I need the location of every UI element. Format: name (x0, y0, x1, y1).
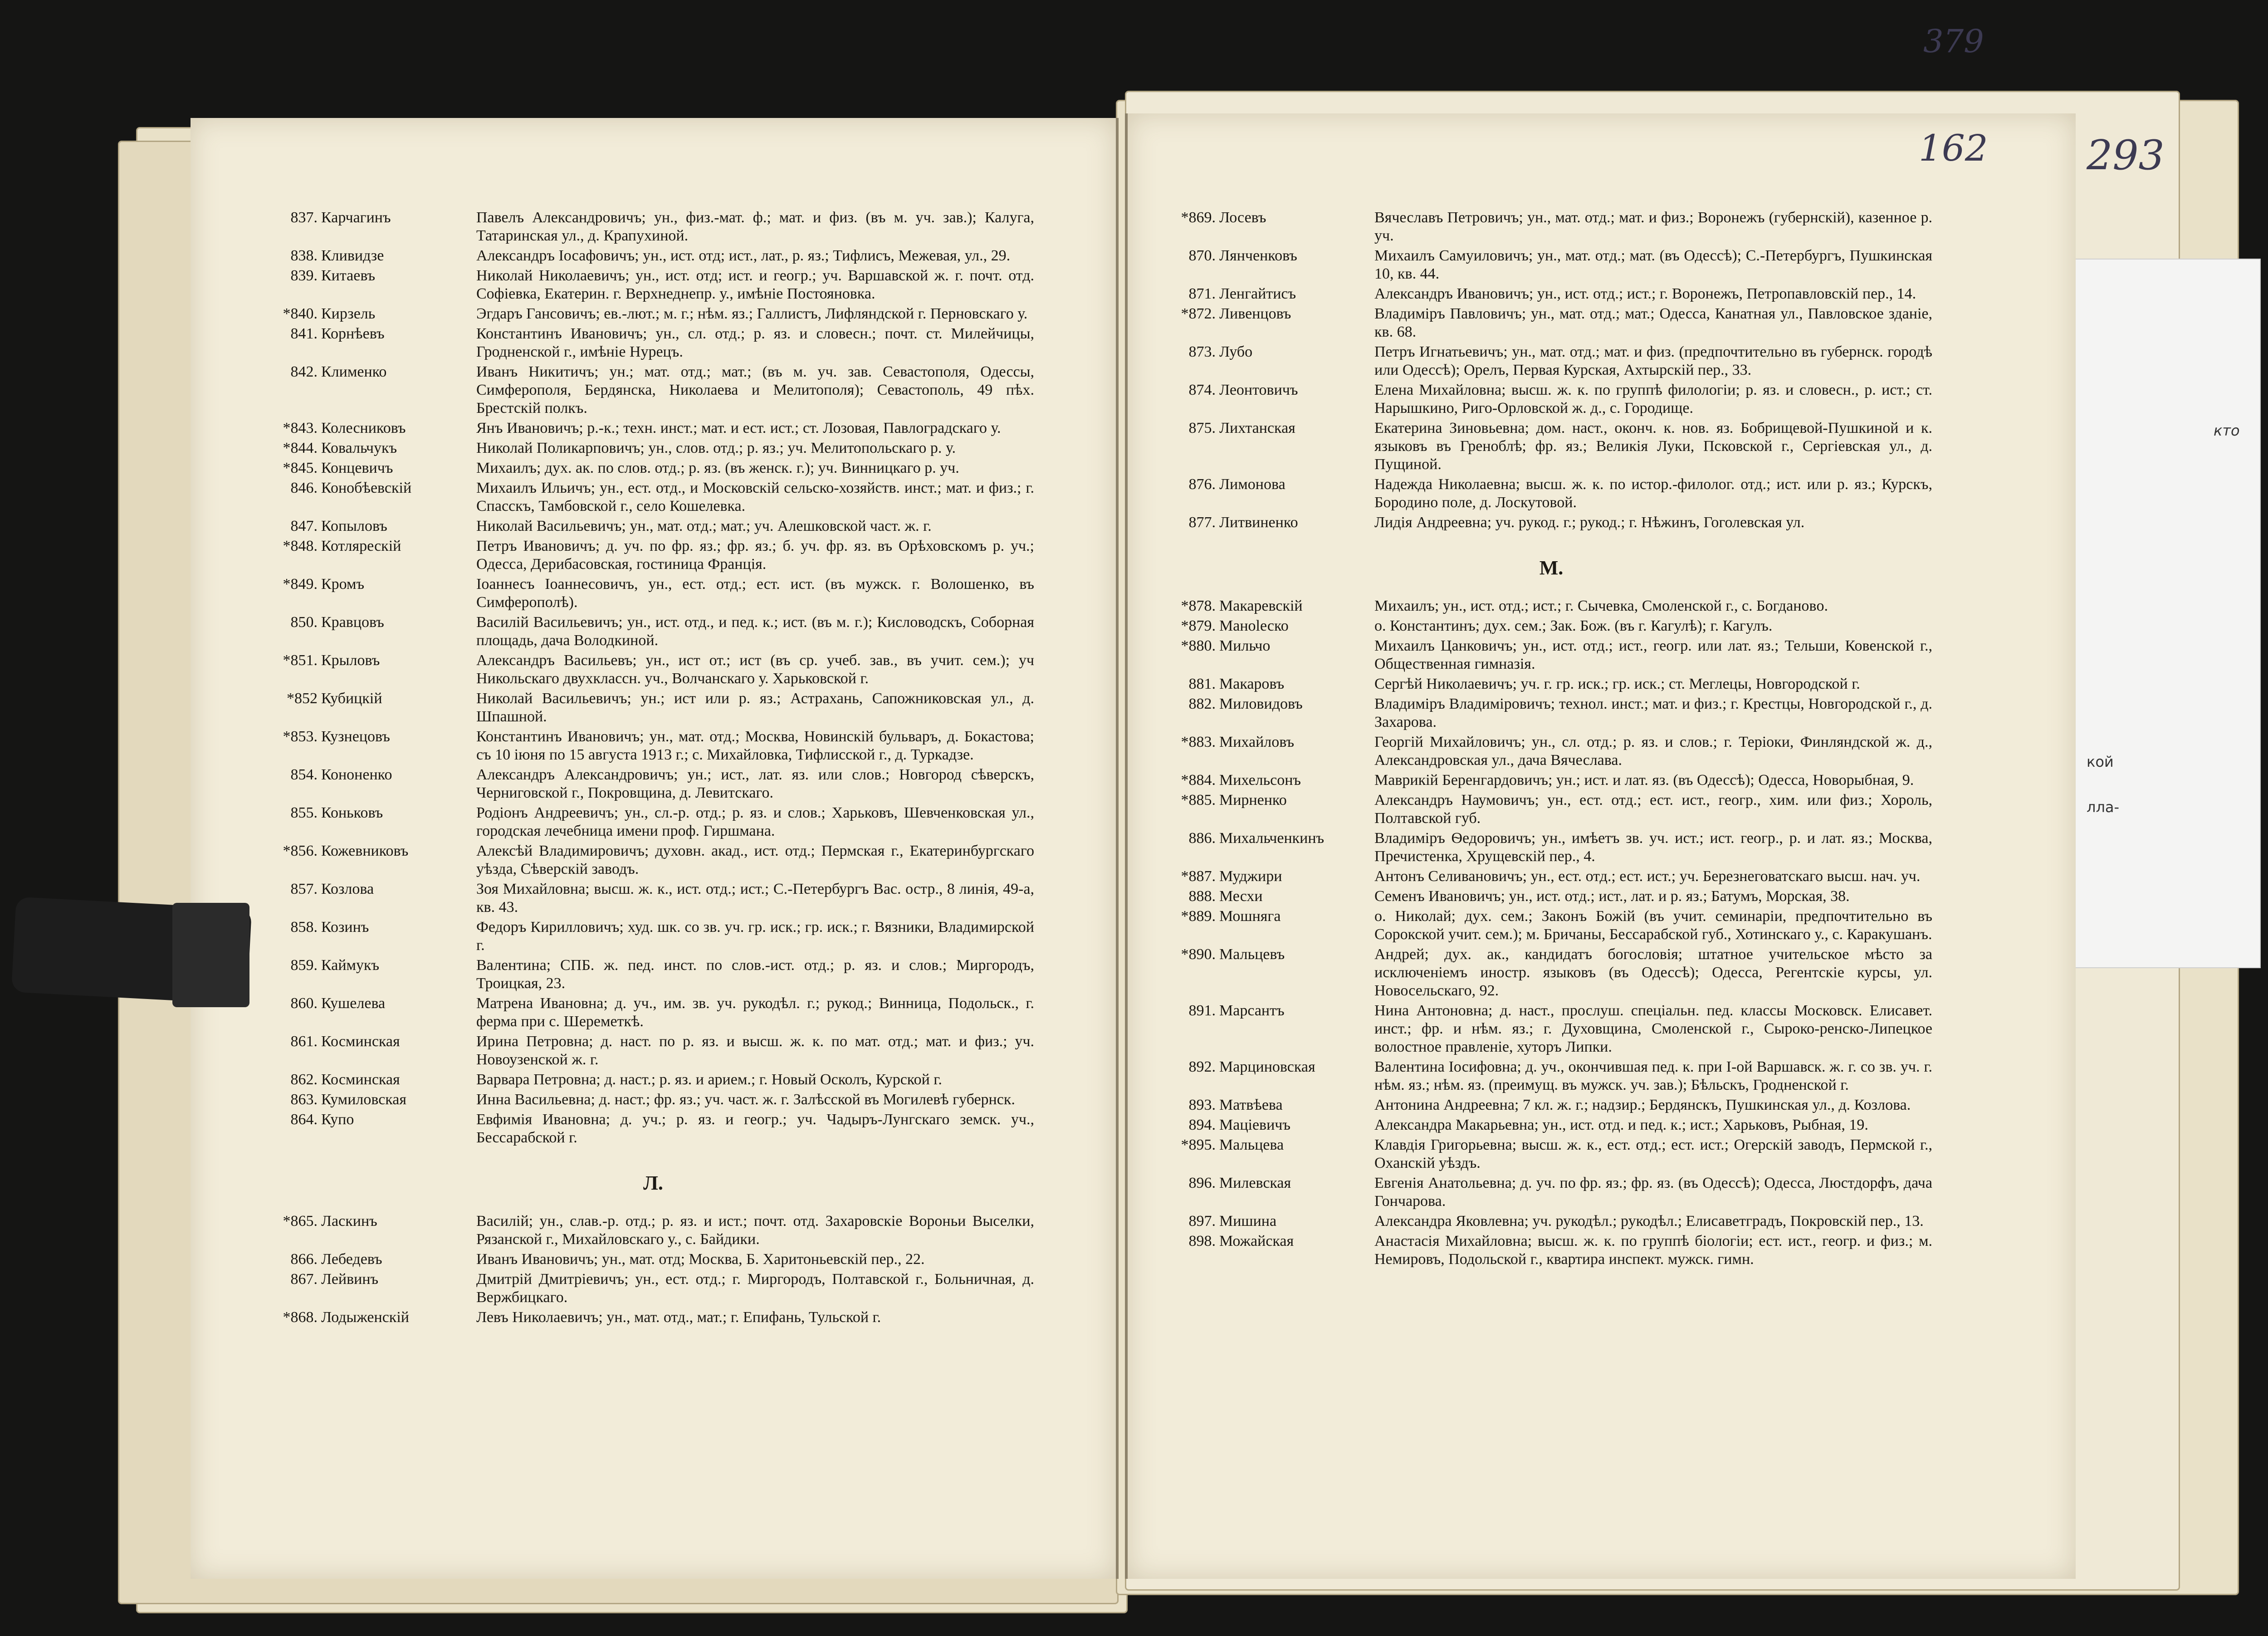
entry-surname: Месхи (1219, 888, 1263, 905)
entry-surname: Марсантъ (1219, 1002, 1285, 1019)
entry-row (1170, 1096, 1932, 1114)
entry-row (272, 1250, 1034, 1269)
entry-row (1170, 1058, 1932, 1094)
entry-row (272, 728, 1034, 764)
entry-number: *852 (287, 690, 318, 707)
entry-details: Владимiръ Ѳедоровичъ; ун., имѣетъ зв. уч. ист.; ист. геогр., р. и лат. яз.; Москва, Пречистенка, Хрущевскiй пер., 4. (1374, 830, 1932, 865)
entry-surname: Мильчо (1219, 637, 1271, 654)
entry-row (272, 1071, 1034, 1089)
entry-surname: Купо (321, 1111, 354, 1128)
entry-number: 877. (1188, 514, 1216, 531)
entry-number: *843. (283, 420, 318, 436)
entry-number: 838. (290, 247, 318, 264)
entry-surname: Кубицкiй (321, 690, 382, 707)
entry-details: Нина Антоновна; д. наст., прослуш. спецiальн. пед. классы Московск. Елисавет. инст.; фр. и нѣм. яз.; г. Духовщина, Смоленской г., Сыроко-ренско-Липецкое волостное правленiе, хуторъ Липки. (1374, 1002, 1932, 1055)
entry-details: Дмитрiй Дмитрiевичъ; ун., ест. отд.; г. Миргородъ, Полтавской г., Больничная, д. Вержбицкаго. (476, 1271, 1034, 1306)
entry-details: Константинъ Ивановичъ; ун., сл. отд.; р. яз. и словесн.; почт. ст. Милейчицы, Гродненской г., имѣнiе Нурецъ. (476, 325, 1034, 360)
entry-details: Сергѣй Николаевичъ; уч. г. гр. иск.; гр. иск.; ст. Меглецы, Новгородской г. (1374, 676, 1860, 692)
right-entries-l (1170, 209, 1932, 532)
entry-row (1170, 829, 1932, 866)
entry-surname: Конобѣевскiй (321, 480, 412, 496)
entry-number: *889. (1181, 908, 1216, 925)
entry-row (272, 209, 1034, 245)
right-page-text (1170, 209, 1932, 1270)
entry-number: 893. (1188, 1097, 1216, 1113)
entry-details: о. Константинъ; дух. сем.; Зак. Бож. (въ г. Кагулѣ); г. Кагулъ. (1374, 617, 1773, 634)
entry-surname: Лейвинъ (321, 1271, 379, 1288)
entry-details: Евфимiя Ивановна; д. уч.; р. яз. и геогр.; уч. Чадыръ-Лунгскаго земск. уч., Бессарабской г. (476, 1111, 1034, 1146)
entry-surname: Михайловъ (1219, 734, 1295, 750)
entry-row (1170, 791, 1932, 828)
side-fragment-b: лла- (2087, 798, 2120, 816)
entry-details: Федоръ Кирилловичъ; худ. шк. со зв. уч. гр. иск.; гр. иск.; г. Вязники, Владимирской г. (476, 919, 1034, 954)
entry-details: о. Николай; дух. сем.; Законъ Божiй (въ учит. семинарiи, предпочтительно въ Сорокской учит. сем.); м. Бричаны, Бессарабской губ., Хотинскаго у., с. Каракушанъ. (1374, 908, 1932, 943)
entry-number: *869. (1181, 209, 1216, 226)
entry-row (1170, 907, 1932, 944)
entry-surname: Михальченкинъ (1219, 830, 1325, 847)
binding-tape-clip (172, 903, 249, 1007)
entry-row (1170, 617, 1932, 635)
entry-surname: Марциновская (1219, 1058, 1315, 1075)
entry-number: 855. (290, 804, 318, 821)
entry-number: *883. (1181, 734, 1216, 750)
entry-details: Вячеславъ Петровичъ; ун., мат. отд.; мат. и физ.; Воронежъ (губернскiй), казенное р. уч. (1374, 209, 1932, 244)
entry-surname: Клименко (321, 363, 387, 380)
entry-row (272, 517, 1034, 535)
entry-number: 871. (1188, 285, 1216, 302)
entry-number: *890. (1181, 946, 1216, 963)
entry-number: 837. (290, 209, 318, 226)
entry-row (1170, 887, 1932, 906)
entry-details: Николай Васильевичъ; ун.; ист или р. яз.; Астрахань, Сапожниковская ул., д. Шпашной. (476, 690, 1034, 725)
entry-number: *887. (1181, 868, 1216, 885)
entry-surname: Кливидзе (321, 247, 384, 264)
entry-surname: Макаревскiй (1219, 598, 1303, 614)
entry-number: 859. (290, 957, 318, 974)
entry-details: Александръ Ивановичъ; ун., ист. отд.; ист.; г. Воронежъ, Петропавловскiй пер., 14. (1374, 285, 1916, 302)
entry-surname: Лихтанская (1219, 420, 1295, 436)
entry-details: Александръ Александровичъ; ун.; ист., лат. яз. или слов.; Новгород сѣверскъ, Черниговской г., Покровщина, д. Левитскаго. (476, 766, 1034, 801)
entry-surname: Ливенцовъ (1219, 305, 1291, 322)
entry-surname: Колесниковъ (321, 420, 406, 436)
entry-surname: Можайская (1219, 1233, 1294, 1249)
entry-surname: Милевская (1219, 1175, 1291, 1191)
entry-number: *878. (1181, 598, 1216, 614)
entry-number: *879. (1181, 617, 1216, 634)
entry-details: Антонъ Селивановичъ; ун., ест. отд.; ест. ист.; уч. Березнеговатскаго высш. нач. уч. (1374, 868, 1921, 885)
entry-row (272, 325, 1034, 361)
entry-row (272, 956, 1034, 993)
entry-surname: Ленгайтисъ (1219, 285, 1296, 302)
entry-number: *865. (283, 1213, 318, 1229)
entry-details: Василiй; ун., слав.-р. отд.; р. яз. и ист.; почт. отд. Захаровскiе Вороньи Выселки, Рязанской г., Михайловскаго у., с. Байдики. (476, 1213, 1034, 1248)
entry-number: 842. (290, 363, 318, 380)
entry-surname: Крыловъ (321, 652, 380, 669)
entry-number: 866. (290, 1251, 318, 1268)
entry-details: Алексѣй Владимировичъ; духовн. акад., ист. отд.; Пермская г., Екатеринбургскаго уѣзда, Сѣверскiй заводъ. (476, 842, 1034, 877)
entry-details: Надежда Николаевна; высш. ж. к. по истор.-филолог. отд.; ист. или р. яз.; Курскъ, Бородино поле, д. Лоскутовой. (1374, 476, 1932, 511)
entry-number: 875. (1188, 420, 1216, 436)
entry-surname: Кузнецовъ (321, 728, 390, 745)
entry-number: 888. (1188, 888, 1216, 905)
entry-surname: Лянченковъ (1219, 247, 1297, 264)
entry-row (1170, 285, 1932, 303)
entry-details: Михаилъ; ун., ист. отд.; ист.; г. Сычевка, Смоленской г., с. Богдановo. (1374, 598, 1828, 614)
entry-number: *872. (1181, 305, 1216, 322)
entry-details: Инна Васильевна; д. наст.; фр. яз.; уч. част. ж. г. Залѣсской въ Могилевѣ губернск. (476, 1091, 1015, 1108)
entry-number: 881. (1188, 676, 1216, 692)
entry-details: Родiонъ Андреевичъ; ун., сл.-р. отд.; р. яз. и слов.; Харьковъ, Шевченковская ул., городская лечебница имени проф. Гиршмана. (476, 804, 1034, 839)
entry-surname: Каймукъ (321, 957, 380, 974)
entry-row (1170, 733, 1932, 769)
entry-surname: Лебедевъ (321, 1251, 382, 1268)
entry-number: 857. (290, 881, 318, 897)
entry-number: 897. (1188, 1213, 1216, 1229)
entry-row (1170, 1116, 1932, 1134)
entry-details: Петръ Игнатьевичъ; ун., мат. отд.; мат. и физ. (предпочтительно въ губернск. городѣ или Одессѣ); Орелъ, Первая Курская, Ахтырскiй пер., 33. (1374, 343, 1932, 378)
entry-number: 891. (1188, 1002, 1216, 1019)
entry-row (1170, 771, 1932, 789)
entry-surname: Кононенко (321, 766, 392, 783)
entry-surname: Котлярескiй (321, 538, 401, 554)
entry-details: Семенъ Ивановичъ; ун., ист. отд.; ист., лат. и р. яз.; Батумъ, Морская, 38. (1374, 888, 1850, 905)
entry-number: 861. (290, 1033, 318, 1050)
entry-row (272, 766, 1034, 802)
entry-surname: Ковальчукъ (321, 440, 397, 456)
section-heading-l: Л. (643, 1172, 663, 1194)
entry-details: Николай Поликарповичъ; ун., слов. отд.; р. яз.; уч. Мелитопольскаго р. у. (476, 440, 956, 456)
entry-surname: Мальцева (1219, 1136, 1284, 1153)
entry-row (1170, 1174, 1932, 1210)
entry-surname: Мацiевичъ (1219, 1117, 1290, 1133)
entry-details: Александръ Iосафовичъ; ун., ист. отд; ист., лат., р. яз.; Тифлисъ, Межевая, ул., 29. (476, 247, 1011, 264)
entry-row (272, 305, 1034, 323)
entry-details: Александра Яковлевна; уч. рукодѣл.; рукодѣл.; Елисаветградъ, Покровскiй пер., 13. (1374, 1213, 1924, 1229)
entry-row (1170, 419, 1932, 474)
entry-row (1170, 1136, 1932, 1172)
entry-row (272, 1033, 1034, 1069)
entry-surname: Мишина (1219, 1213, 1277, 1229)
entry-surname: Мошняга (1219, 908, 1281, 925)
entry-row (272, 880, 1034, 916)
handwritten-number-top: 379 (1923, 23, 1984, 60)
entry-details: Антонина Андреевна; 7 кл. ж. г.; надзир.; Бердянскъ, Пушкинская ул., д. Козлова. (1374, 1097, 1911, 1113)
left-entries-l (272, 1212, 1034, 1327)
entry-surname: Матвѣева (1219, 1097, 1283, 1113)
entry-number: 858. (290, 919, 318, 936)
entry-details: Янъ Ивановичъ; р.-к.; техн. инст.; мат. и ест. ист.; ст. Лозовая, Павлоградскаго у. (476, 420, 1001, 436)
entry-details: Зоя Михайловна; высш. ж. к., ист. отд.; ист.; С.-Петербургъ Вас. остр., 8 линiя, 49-а, кв. 43. (476, 881, 1034, 916)
entry-surname: Козлова (321, 881, 374, 897)
entry-row (272, 651, 1034, 688)
entry-row (272, 1091, 1034, 1109)
entry-number: 873. (1188, 343, 1216, 360)
entry-row (272, 613, 1034, 650)
entry-number: 862. (290, 1071, 318, 1088)
entry-details: Александра Макарьевна; ун., ист. отд. и пед. к.; ист.; Харьковъ, Рыбная, 19. (1374, 1117, 1868, 1133)
entry-details: Эгдаръ Гансовичъ; ев.-лют.; м. г.; нѣм. яз.; Галлистъ, Лифляндской г. Перновскаго у. (476, 305, 1028, 322)
entry-surname: Копыловъ (321, 518, 387, 534)
entry-row (272, 918, 1034, 955)
side-fragment-c: кто (2214, 422, 2240, 439)
entry-details: Владимiръ Владимiровичъ; технол. инст.; мат. и физ.; г. Крестцы, Новгородской г., д. Захарова. (1374, 696, 1932, 730)
entry-number: 841. (290, 325, 318, 342)
entry-row (272, 537, 1034, 573)
entry-surname: Миловидовъ (1219, 696, 1303, 712)
entry-row (272, 1270, 1034, 1307)
entry-row (272, 1212, 1034, 1249)
entry-surname: Корнѣевъ (321, 325, 385, 342)
entry-number: *895. (1181, 1136, 1216, 1153)
entry-number: *845. (283, 460, 318, 476)
entry-surname: Лосевъ (1219, 209, 1266, 226)
entry-details: Iоаннесъ Iоаннесовичъ, ун., ест. отд.; ест. ист. (въ мужск. г. Волошенко, въ Симферополѣ). (476, 576, 1034, 611)
entry-details: Михаилъ Ильичъ; ун., ест. отд., и Московскiй сельско-хозяйств. инст.; мат. и физ.; г. Спасскъ, Тамбовской г., село Кошелевка. (476, 480, 1034, 514)
left-entries-k (272, 209, 1034, 1147)
entry-row (272, 842, 1034, 878)
entry-details: Николай Васильевичъ; ун., мат. отд.; мат.; уч. Алешковской част. ж. г. (476, 518, 932, 534)
entry-row (1170, 305, 1932, 341)
entry-surname: Карчагинъ (321, 209, 391, 226)
section-heading-m: М. (1539, 557, 1564, 579)
entry-number: 854. (290, 766, 318, 783)
entry-details: Петръ Ивановичъ; д. уч. по фр. яз.; фр. яз.; б. уч. фр. яз. въ Орѣховскомъ р. уч.; Одесса, Дерибасовская, гостиница Францiя. (476, 538, 1034, 573)
entry-row (1170, 343, 1932, 379)
entry-number: 886. (1188, 830, 1216, 847)
entry-surname: Кирзель (321, 305, 376, 322)
entry-number: *840. (283, 305, 318, 322)
entry-number: *885. (1181, 792, 1216, 808)
entry-row (272, 247, 1034, 265)
entry-number: 867. (290, 1271, 318, 1288)
entry-surname: Коньковъ (321, 804, 383, 821)
entry-row (1170, 1232, 1932, 1269)
entry-number: *844. (283, 440, 318, 456)
entry-number: 847. (290, 518, 318, 534)
entry-details: Константинъ Ивановичъ; ун., мат. отд.; Москва, Новинскiй бульваръ, д. Бокастова; съ 10 iюня по 15 августа 1913 г.; с. Михайловка, Тифлисской г., д. Туркадзе. (476, 728, 1034, 763)
entry-number: 850. (290, 614, 318, 631)
entry-row (272, 459, 1034, 477)
entry-row (1170, 209, 1932, 245)
entry-details: Василiй Васильевичъ; ун., ист. отд., и пед. к.; ист. (въ м. г.); Кисловодскъ, Соборная площадь, дача Володкиной. (476, 614, 1034, 649)
entry-surname: Косминская (321, 1033, 400, 1050)
entry-number: *868. (283, 1309, 318, 1326)
entry-details: Лидiя Андреевна; уч. рукод. г.; рукод.; г. Нѣжинъ, Гоголевская ул. (1374, 514, 1805, 531)
entry-row (272, 1308, 1034, 1327)
entry-row (272, 419, 1034, 437)
entry-details: Михаилъ Самуиловичъ; ун., мат. отд.; мат. (въ Одессѣ); С.-Петербургъ, Пушкинская 10, кв. 44. (1374, 247, 1932, 282)
entry-surname: Кожевниковъ (321, 842, 409, 859)
entry-number: *856. (283, 842, 318, 859)
entry-surname: Ласкинъ (321, 1213, 377, 1229)
entry-row (1170, 597, 1932, 615)
entry-row (1170, 475, 1932, 512)
entry-details: Павелъ Александровичъ; ун., физ.-мат. ф.; мат. и физ. (въ м. уч. зав.); Калуга, Татаринская ул., д. Крапухиной. (476, 209, 1034, 244)
entry-surname: Кромъ (321, 576, 365, 593)
entry-row (272, 804, 1034, 840)
entry-details: Евгенiя Анатольевна; д. уч. по фр. яз.; фр. яз. (въ Одессѣ); Одесса, Люстдорфъ, дача Гончарова. (1374, 1175, 1932, 1210)
entry-surname: Муджири (1219, 868, 1282, 885)
side-fragment-a: кой (2087, 753, 2114, 770)
entry-row (272, 439, 1034, 457)
loose-sheet-right (2068, 259, 2261, 968)
entry-surname: Маноlеско (1219, 617, 1289, 634)
entry-row (272, 690, 1034, 726)
entry-details: Иванъ Никитичъ; ун.; мат. отд.; мат.; (въ м. уч. зав. Севастополя, Одессы, Симферополя, Бердянска, Николаева и Мелитополя); Севастополь, 49 пѣх. Брестскiй полкъ. (476, 363, 1034, 416)
entry-surname: Мальцевъ (1219, 946, 1285, 963)
entry-surname: Леонтовичъ (1219, 382, 1298, 398)
entry-details: Варвара Петровна; д. наст.; р. яз. и арием.; г. Новый Осколъ, Курской г. (476, 1071, 942, 1088)
entry-number: 896. (1188, 1175, 1216, 1191)
entry-row (1170, 381, 1932, 417)
left-page-text (272, 209, 1034, 1328)
entry-row (1170, 867, 1932, 886)
entry-surname: Кравцовъ (321, 614, 384, 631)
handwritten-number-far-right: 293 (2087, 132, 2165, 179)
entry-details: Ирина Петровна; д. наст. по р. яз. и высш. ж. к. по мат. отд.; мат. и физ.; уч. Новоузенской ж. г. (476, 1033, 1034, 1068)
entry-surname: Козинъ (321, 919, 369, 936)
entry-number: 860. (290, 995, 318, 1012)
entry-details: Валентина; СПБ. ж. пед. инст. по слов.-ист. отд.; р. яз. и слов.; Миргородъ, Троицкая, 23. (476, 957, 1034, 992)
entry-number: 846. (290, 480, 318, 496)
right-entries-m (1170, 597, 1932, 1269)
entry-surname: Литвиненко (1219, 514, 1298, 531)
handwritten-number-right-page: 162 (1919, 127, 1988, 169)
entry-number: 839. (290, 267, 318, 284)
entry-number: 870. (1188, 247, 1216, 264)
entry-details: Андрей; дух. ак., кандидатъ богословiя; штатное учительское мѣсто за исключенiемъ иностр. языковъ (въ Одессѣ); Одесса, Регентскiе курсы, ул. Новосельскаго, 92. (1374, 946, 1932, 999)
entry-surname: Косминская (321, 1071, 400, 1088)
entry-row (1170, 247, 1932, 283)
entry-surname: Лодыженскiй (321, 1309, 409, 1326)
entry-details: Левъ Николаевичъ; ун., мат. отд., мат.; г. Епифань, Тульской г. (476, 1309, 881, 1326)
entry-number: *849. (283, 576, 318, 593)
entry-row (1170, 637, 1932, 673)
entry-details: Анастасiя Михайловна; высш. ж. к. по группѣ бiологiи; ест. ист., геогр. и физ.; м. Немировъ, Подольской г., квартира инспект. мужск. гимн. (1374, 1233, 1932, 1268)
entry-row (1170, 945, 1932, 1000)
entry-row (272, 363, 1034, 417)
entry-details: Матрена Ивановна; д. уч., им. зв. уч. рукодѣл. г.; рукод.; Винница, Подольск., г. ферма при с. Шереметкѣ. (476, 995, 1034, 1030)
entry-surname: Концевичъ (321, 460, 393, 476)
entry-surname: Михельсонъ (1219, 772, 1301, 789)
entry-number: *884. (1181, 772, 1216, 789)
entry-number: *880. (1181, 637, 1216, 654)
entry-surname: Лубо (1219, 343, 1253, 360)
entry-number: 864. (290, 1111, 318, 1128)
entry-number: 898. (1188, 1233, 1216, 1249)
entry-surname: Китаевъ (321, 267, 376, 284)
entry-details: Валентина Iосифовна; д. уч., окончившая пед. к. при I-ой Варшавск. ж. г. со зв. уч. г. нѣм. яз.; нѣм. яз. (преимущ. въ мужск. уч. зав.); Бѣльскъ, Гродненской г. (1374, 1058, 1932, 1093)
entry-details: Екатерина Зиновьевна; дом. наст., оконч. к. нов. яз. Бобрищевой-Пушкиной и к. языковъ въ Греноблѣ; фр. яз.; Великiя Луки, Псковской г., Сергiевская ул., д. Пущиной. (1374, 420, 1932, 473)
entry-row (272, 575, 1034, 612)
entry-number: 882. (1188, 696, 1216, 712)
entry-number: 876. (1188, 476, 1216, 493)
entry-number: 892. (1188, 1058, 1216, 1075)
entry-number: 894. (1188, 1117, 1216, 1133)
entry-row (272, 994, 1034, 1031)
entry-surname: Мирненко (1219, 792, 1287, 808)
entry-details: Михаилъ; дух. ак. по слов. отд.; р. яз. (въ женск. г.); уч. Винницкаго р. уч. (476, 460, 959, 476)
entry-details: Александръ Васильевъ; ун., ист от.; ист (въ ср. учеб. зав., въ учит. сем.); уч Никольскаго двухклассн. уч., Волчанскаго у. Харьковской г. (476, 652, 1034, 687)
entry-details: Елена Михайловна; высш. ж. к. по группѣ филологiи; р. яз. и словесн., р. ист.; ст. Нарышкино, Риго-Орловской ж. д., с. Городище. (1374, 382, 1932, 416)
entry-number: *848. (283, 538, 318, 554)
entry-details: Маврикiй Беренгардовичъ; ун.; ист. и лат. яз. (въ Одессѣ); Одесса, Новорыбная, 9. (1374, 772, 1914, 789)
entry-number: 863. (290, 1091, 318, 1108)
entry-details: Михаилъ Цанковичъ; ун., ист. отд.; ист., геогр. или лат. яз.; Тельши, Ковенской г., Общественная гимназiя. (1374, 637, 1932, 672)
entry-row (1170, 1002, 1932, 1056)
entry-row (1170, 1212, 1932, 1230)
entry-details: Николай Николаевичъ; ун., ист. отд; ист. и геогр.; уч. Варшавской ж. г. почт. отд. Софiевка, Екатерин. г. Верхнеднепр. у., имѣнiе Постояновка. (476, 267, 1034, 302)
entry-surname: Кумиловская (321, 1091, 407, 1108)
entry-surname: Макаровъ (1219, 676, 1285, 692)
entry-row (1170, 675, 1932, 693)
entry-details: Георгiй Михайловичъ; ун., сл. отд.; р. яз. и слов.; г. Терiоки, Финляндской ж. д., Александровская ул., дача Вячеслава. (1374, 734, 1932, 769)
entry-row (272, 1111, 1034, 1147)
entry-row (1170, 514, 1932, 532)
entry-details: Александръ Наумовичъ; ун., ест. отд.; ест. ист., геогр., хим. или физ.; Хороль, Полтавской губ. (1374, 792, 1932, 827)
entry-details: Иванъ Ивановичъ; ун., мат. отд; Москва, Б. Харитоньевскiй пер., 22. (476, 1251, 925, 1268)
entry-details: Клавдiя Григорьевна; высш. ж. к., ест. отд.; ест. ист.; Огерскiй заводъ, Пермской г., Оханскiй уѣздъ. (1374, 1136, 1932, 1171)
entry-surname: Лимонова (1219, 476, 1286, 493)
entry-row (1170, 695, 1932, 731)
entry-row (272, 479, 1034, 515)
entry-number: 874. (1188, 382, 1216, 398)
entry-number: *851. (283, 652, 318, 669)
entry-surname: Кушелева (321, 995, 386, 1012)
entry-row (272, 267, 1034, 303)
entry-details: Владимiръ Павловичъ; ун., мат. отд.; мат.; Одесса, Канатная ул., Павловское зданiе, кв. 68. (1374, 305, 1932, 340)
entry-number: *853. (283, 728, 318, 745)
